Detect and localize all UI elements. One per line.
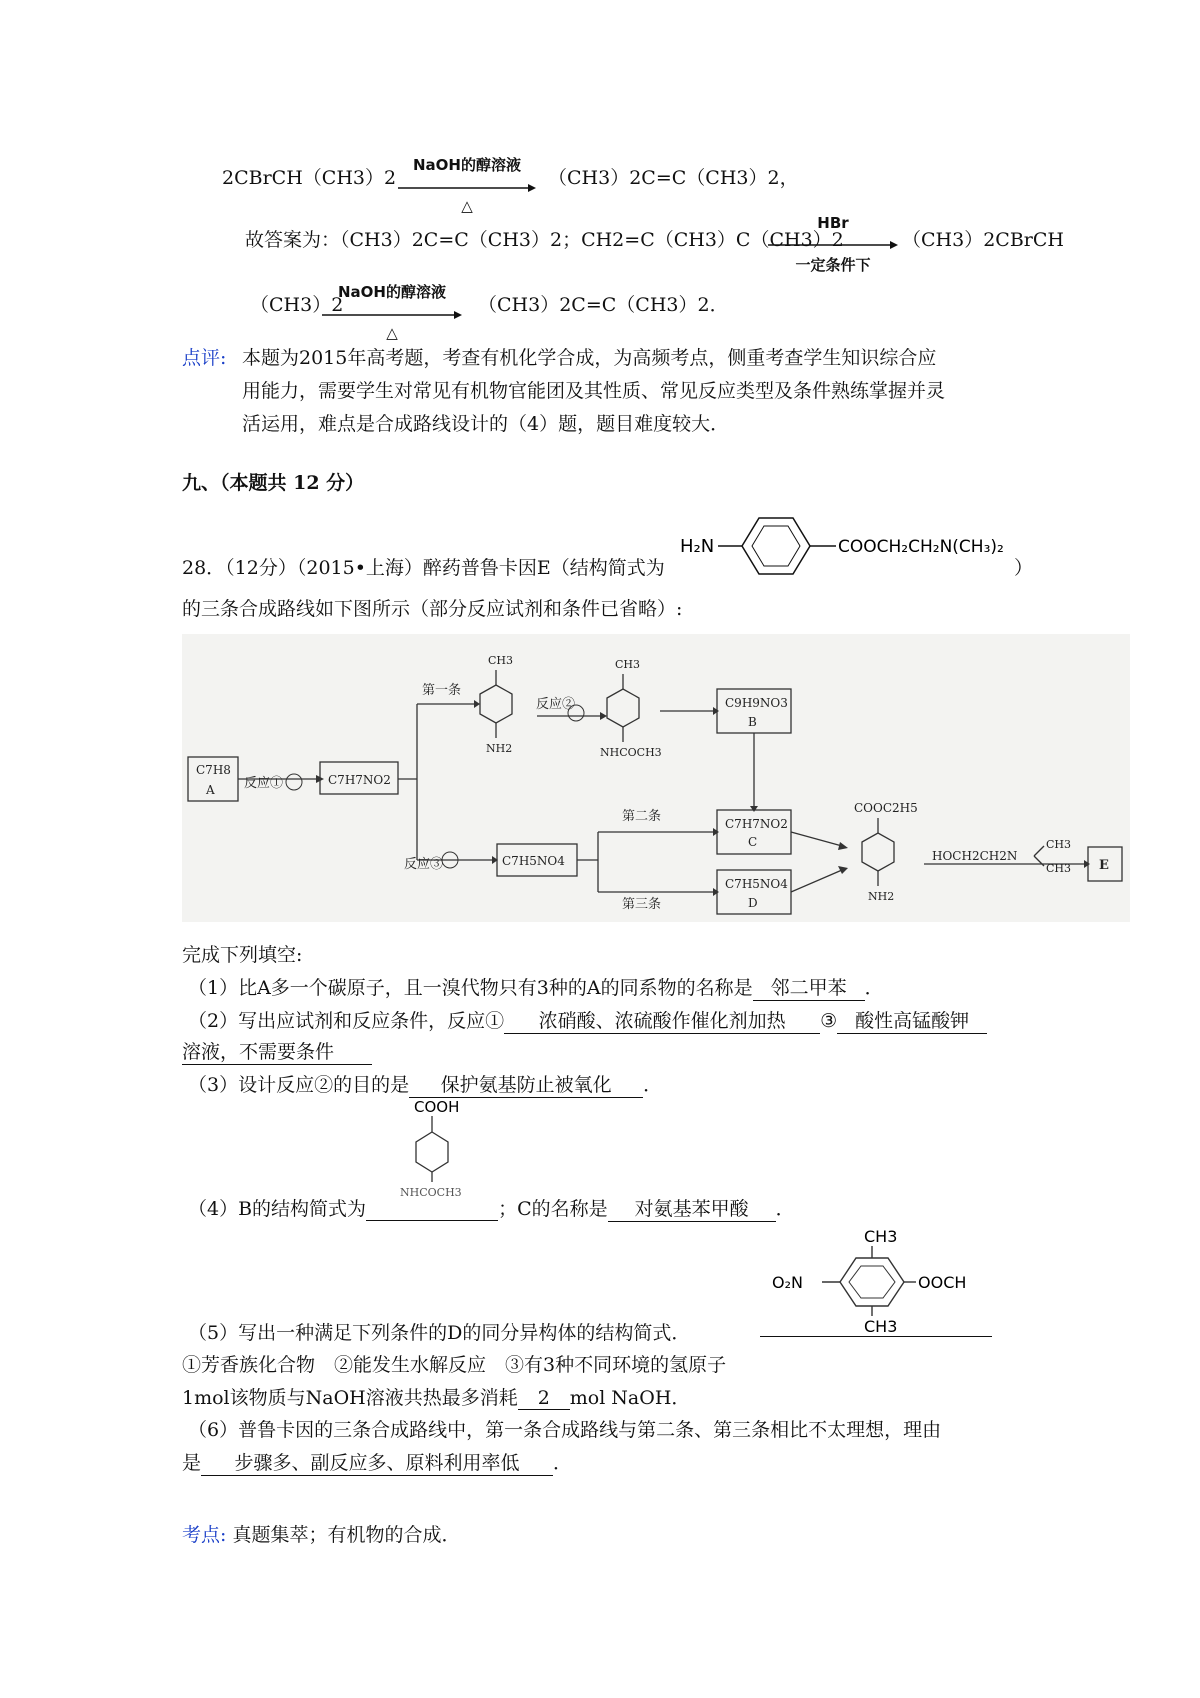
ch3-label: CH3 xyxy=(864,1317,898,1336)
comment-line-2: 用能力，需要学生对常见有机物官能团及其性质、常见反应类型及条件熟练掌握并灵 xyxy=(242,380,946,402)
ester-group: COOCH₂CH₂N(CH₃)₂ xyxy=(838,537,1004,557)
q1-text: （1）比A多一个碳原子，且一溴代物只有3种的A的同系物的名称是 xyxy=(188,977,753,999)
answer-p2: （CH3）2CBrCH xyxy=(902,229,1064,251)
arrow-reagent: NaOH的醇溶液 xyxy=(338,283,446,301)
A-formula: C7H8 xyxy=(196,763,231,777)
route-1-label: 第一条 xyxy=(422,683,462,698)
reaction-1-left: 2CBrCH（CH3）2 xyxy=(222,167,397,189)
amine-group: H₂N xyxy=(680,536,715,557)
nhcoch3-label: NHCOCH3 xyxy=(600,746,662,759)
reagent-methyl: CH3 xyxy=(1046,838,1072,851)
ch3-label: CH3 xyxy=(864,1227,898,1246)
synthesis-scheme xyxy=(182,634,1130,922)
q1-end: ． xyxy=(864,977,884,999)
question-intro: 28．（12分）（2015•上海）醉药普鲁卡因E（结构简式为 xyxy=(182,557,665,579)
comment-line-1: 本题为2015年高考题，考查有机化学合成，为高频考点，侧重考查学生知识综合应 xyxy=(242,347,937,369)
comment-line-3: 活运用，难点是合成路线设计的（4）题，题目难度较大． xyxy=(242,413,730,435)
ch3-label: CH3 xyxy=(488,654,514,667)
reaction-1-label: 反应① xyxy=(244,776,284,791)
arrow-condition: 一定条件下 xyxy=(795,256,871,274)
ch3-label: CH3 xyxy=(615,658,641,671)
route-2-label: 第二条 xyxy=(622,809,662,824)
q2-answer-1: 浓硝酸、浓硫酸作催化剂加热 xyxy=(504,1006,820,1034)
procaine-structure xyxy=(680,508,1020,578)
q3-answer: 保护氨基防止被氧化 xyxy=(409,1070,643,1098)
q2-answer-2b: 溶液，不需要条件 xyxy=(182,1037,372,1065)
comment-label: 点评: xyxy=(182,347,227,369)
q5-conditions: ①芳香族化合物 ②能发生水解反应 ③有3种不同环境的氢原子 xyxy=(182,1354,727,1376)
q2-mid: ③ xyxy=(820,1010,838,1032)
B-formula: C9H9NO3 xyxy=(725,696,788,710)
q5-text: （5）写出一种满足下列条件的D的同分异构体的结构简式． xyxy=(188,1322,691,1344)
kaodian-label: 考点: xyxy=(182,1524,227,1546)
B-label: B xyxy=(748,715,757,729)
q5-mol-line xyxy=(182,1383,690,1410)
reaction-2-label: 反应② xyxy=(536,697,576,712)
cooh-label: COOH xyxy=(414,1098,460,1116)
q2-answer-2: 酸性高锰酸钾 xyxy=(837,1006,987,1034)
reagent-methyl: CH3 xyxy=(1046,862,1072,875)
reaction-3-label: 反应③ xyxy=(404,857,444,872)
q5-mol-answer: 2 xyxy=(518,1387,570,1410)
q2-text: （2）写出应试剂和反应条件，反应① xyxy=(188,1010,505,1032)
C-formula: C7H7NO2 xyxy=(725,817,788,831)
q5-line xyxy=(188,1318,690,1345)
question-intro-close: ） xyxy=(1014,557,1034,579)
q1-answer: 邻二甲苯 xyxy=(753,973,865,1001)
right-arrow-icon xyxy=(398,184,536,192)
mid-formula: C7H5NO4 xyxy=(502,854,565,868)
q6-start: 是 xyxy=(182,1452,202,1474)
arrow-reagent: NaOH的醇溶液 xyxy=(413,156,521,174)
nitrotoluene-formula: C7H7NO2 xyxy=(328,773,391,787)
D-formula: C7H5NO4 xyxy=(725,877,788,891)
benzene-ring-icon xyxy=(607,689,639,727)
benzene-ring-icon xyxy=(480,685,512,723)
section-title: 九、（本题共 12 分） xyxy=(182,472,365,494)
answer-prefix: 故答案为： xyxy=(245,229,341,251)
q6-end: ． xyxy=(553,1452,573,1474)
kaodian-line xyxy=(182,1520,460,1547)
arrow-condition: △ xyxy=(461,197,473,215)
B-structure xyxy=(392,1098,502,1198)
q6-answer: 步骤多、副反应多、原料利用率低 xyxy=(201,1448,553,1476)
q2-line xyxy=(188,1006,987,1034)
kaodian-text: 真题集萃；有机物的合成． xyxy=(232,1524,461,1546)
A-label: A xyxy=(206,783,215,797)
right-arrow-icon xyxy=(322,311,462,319)
q5-mol-text: 1mol该物质与NaOH溶液共热最多消耗 xyxy=(182,1387,518,1409)
route-3-label: 第三条 xyxy=(622,897,662,912)
reagent-label: HOCH2CH2N xyxy=(932,849,1018,863)
q4-mid: ；C的名称是 xyxy=(498,1198,608,1220)
ester-label: COOC2H5 xyxy=(854,801,918,815)
arrow-reagent: HBr xyxy=(817,214,849,232)
reaction-1-right: （CH3）2C=C（CH3）2， xyxy=(548,167,799,189)
reaction-arrow-2 xyxy=(768,214,898,275)
q4-answer: 对氨基苯甲酸 xyxy=(608,1194,776,1222)
q4-line xyxy=(188,1194,795,1222)
reaction-arrow-1 xyxy=(398,154,536,215)
benzene-ring-icon xyxy=(416,1132,448,1172)
answer-p1: （CH3）2C=C（CH3）2；CH2=C（CH3）C（CH3）2 xyxy=(340,229,844,251)
q5-answer-blank xyxy=(760,1336,992,1337)
answer-p3: （CH3）2 xyxy=(250,294,344,316)
nitro-label: O₂N xyxy=(772,1273,803,1292)
answer-line-1 xyxy=(245,225,844,252)
q3-end: ． xyxy=(643,1074,663,1096)
q6-line: （6）普鲁卡因的三条合成路线中，第一条合成路线与第二条、第三条相比不太理想，理由 xyxy=(188,1419,942,1441)
q3-line xyxy=(188,1070,662,1098)
D-isomer-structure xyxy=(772,1226,972,1336)
nh2-label: NH2 xyxy=(486,742,513,755)
q3-text: （3）设计反应②的目的是 xyxy=(188,1074,410,1096)
q4-end: ． xyxy=(775,1198,795,1220)
D-label: D xyxy=(748,896,758,910)
arrow-condition: △ xyxy=(386,324,398,342)
q6-line-2 xyxy=(182,1448,572,1476)
q5-mol-end: mol NaOH． xyxy=(569,1387,691,1409)
nhcoch3-label: NHCOCH3 xyxy=(400,1186,462,1198)
fill-title: 完成下列填空: xyxy=(182,944,303,966)
q1-line xyxy=(188,973,884,1001)
benzene-ring-icon xyxy=(862,833,894,871)
nh2-label: NH2 xyxy=(868,890,895,903)
reaction-arrow-3 xyxy=(322,281,462,342)
E-label: E xyxy=(1099,858,1109,873)
question-line-2: 的三条合成路线如下图所示（部分反应试剂和条件已省略）: xyxy=(182,598,683,620)
q2-line-2 xyxy=(182,1037,372,1065)
C-label: C xyxy=(748,835,758,849)
answer-p4: （CH3）2C=C（CH3）2． xyxy=(478,294,729,316)
right-arrow-icon xyxy=(768,241,898,249)
q4-text: （4）B的结构简式为 xyxy=(188,1198,367,1220)
formate-label: OOCH xyxy=(918,1273,967,1292)
